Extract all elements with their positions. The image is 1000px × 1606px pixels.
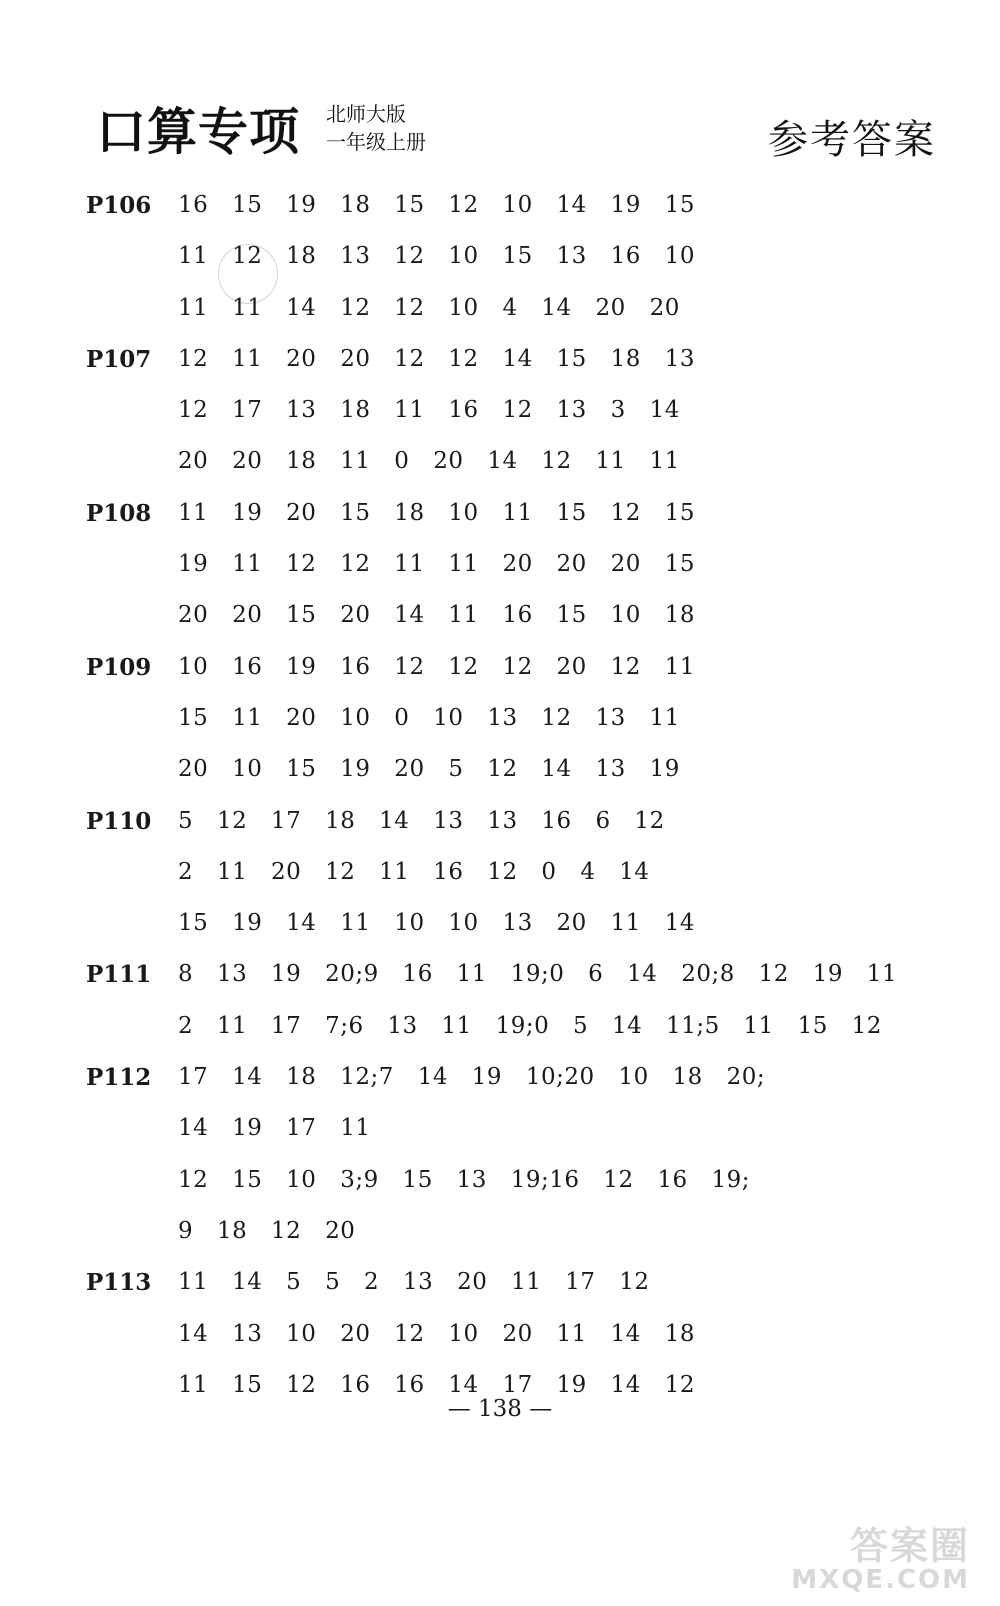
page-reference-label: P108 [86,499,152,527]
answer-values: 12 11 20 20 12 12 14 15 18 13 [178,345,695,372]
answer-values: 17 14 18 12;7 14 19 10;20 10 18 20; [178,1064,766,1091]
answer-values: 11 11 14 12 12 10 4 14 20 20 [178,294,680,321]
page-header [96,96,936,176]
answer-section [86,642,946,796]
answer-row [86,385,946,436]
answer-section [86,488,946,642]
page-reference-label: P110 [86,807,152,835]
answer-values: 15 19 14 11 10 10 13 20 11 14 [178,910,695,937]
answer-row [86,949,946,1000]
page-reference-label: P113 [86,1269,152,1297]
page-reference-label: P109 [86,653,152,681]
answer-row [86,898,946,949]
answer-values: 9 18 12 20 [178,1217,356,1244]
answer-list [86,180,946,1411]
answer-row [86,334,946,385]
answer-key-title: 参考答案 [768,117,936,163]
answer-values: 2 11 20 12 11 16 12 0 4 14 [178,858,650,885]
watermark-url: MXQE.COM [791,1564,970,1595]
book-title: 口算专项 [96,103,300,161]
answer-section [86,1257,946,1411]
answer-row [86,539,946,590]
answer-row [86,744,946,795]
answer-row [86,642,946,693]
answer-values: 5 12 17 18 14 13 13 16 6 12 [178,807,665,834]
answer-row [86,796,946,847]
answer-values: 2 11 17 7;6 13 11 19;0 5 14 11;5 11 15 12 [178,1012,882,1039]
answer-section [86,334,946,488]
answer-row [86,1257,946,1308]
answer-values: 15 11 20 10 0 10 13 12 13 11 [178,704,680,731]
answer-values: 14 19 17 11 [178,1115,371,1142]
answer-row [86,180,946,231]
answer-row [86,231,946,282]
page-reference-label: P111 [86,961,152,989]
answer-row [86,436,946,487]
page-reference-label: P112 [86,1064,152,1092]
answer-row [86,488,946,539]
answer-values: 10 16 19 16 12 12 12 20 12 11 [178,653,695,680]
answer-section [86,1052,946,1257]
answer-row [86,1052,946,1103]
answer-values: 11 12 18 13 12 10 15 13 16 10 [178,243,695,270]
book-edition: 北师大版 [326,102,406,126]
page-number: — 138 — [447,1396,553,1422]
answer-row [86,1309,946,1360]
site-watermark [791,1523,970,1595]
answer-values: 11 19 20 15 18 10 11 15 12 15 [178,499,695,526]
answer-values: 20 10 15 19 20 5 12 14 13 19 [178,756,680,783]
answer-row [86,1103,946,1154]
answer-row [86,1206,946,1257]
book-grade: 一年级上册 [326,130,426,154]
watermark-logo-text: 答案圈 [849,1523,970,1568]
answer-row [86,1001,946,1052]
answer-row [86,1155,946,1206]
answer-row [86,283,946,334]
answer-row [86,847,946,898]
answer-row [86,590,946,641]
answer-values: 16 15 19 18 15 12 10 14 19 15 [178,192,695,218]
answer-values: 20 20 15 20 14 11 16 15 10 18 [178,602,695,629]
answer-values: 8 13 19 20;9 16 11 19;0 6 14 20;8 12 19 11 [178,961,898,988]
page-reference-label: P107 [86,345,152,373]
answer-section [86,180,946,334]
answer-values: 11 14 5 5 2 13 20 11 17 12 [178,1269,650,1296]
page-reference-label: P106 [86,192,152,219]
answer-values: 11 15 12 16 16 14 17 19 14 12 [178,1371,695,1398]
book-edition-block [326,100,426,156]
answer-section [86,796,946,950]
answer-values: 19 11 12 12 11 11 20 20 20 15 [178,551,695,578]
answer-values: 12 17 13 18 11 16 12 13 3 14 [178,397,680,424]
answer-values: 12 15 10 3;9 15 13 19;16 12 16 19; [178,1166,750,1193]
answer-values: 20 20 18 11 0 20 14 12 11 11 [178,448,680,475]
answer-section [86,949,946,1052]
answer-row [86,693,946,744]
answer-values: 14 13 10 20 12 10 20 11 14 18 [178,1320,695,1347]
